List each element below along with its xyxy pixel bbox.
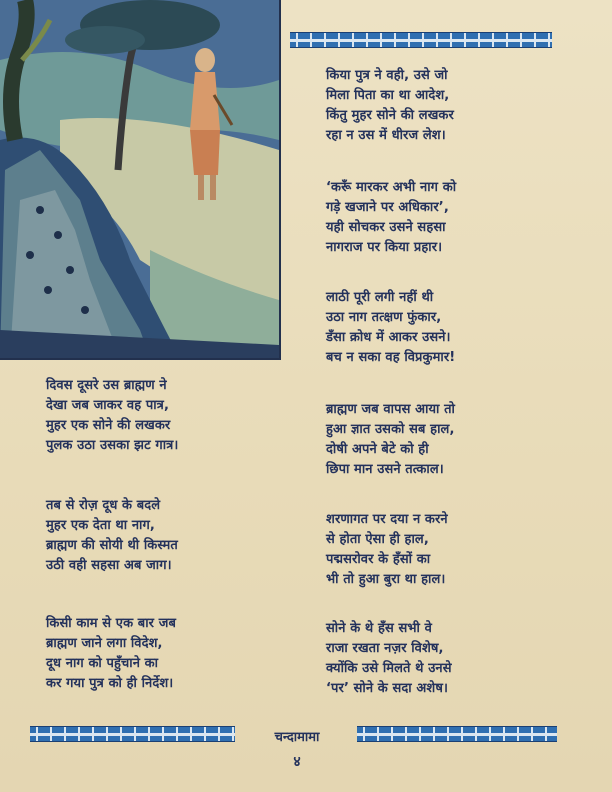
poem-stanza-right-1 [326, 66, 454, 146]
poem-line: सोने के थे हँस सभी वे [326, 621, 432, 636]
poem-line: ब्राह्मण की सोयी थी किस्मत [46, 538, 178, 553]
poem-stanza-right-4 [326, 400, 455, 480]
poem-stanza-right-5 [326, 510, 448, 590]
poem-line: कर गया पुत्र को ही निर्देश। [46, 676, 174, 691]
poem-stanza-right-3 [326, 288, 455, 368]
poem-line: हुआ ज्ञात उसको सब हाल, [326, 422, 455, 437]
poem-line: छिपा मान उसने तत्काल। [326, 462, 444, 477]
poem-line: ‘करूँ मारकर अभी नाग को [326, 180, 457, 195]
poem-line: किंतु मुहर सोने की लखकर [326, 108, 454, 123]
poem-line: ‘पर’ सोने के सदा अशेष। [326, 681, 449, 696]
decorative-border-top [290, 32, 552, 48]
poem-line: लाठी पूरी लगी नहीं थी [326, 290, 434, 305]
poem-line: भी तो हुआ बुरा था हाल। [326, 572, 446, 587]
poem-line: दूध नाग को पहुँचाने का [46, 656, 159, 671]
poem-line: मुहर एक सोने की लखकर [46, 418, 171, 433]
poem-line: मुहर एक देता था नाग, [46, 518, 155, 533]
poem-line: राजा रखता नज़र विशेष, [326, 641, 444, 656]
poem-line: से होता ऐसा ही हाल, [326, 532, 429, 547]
poem-line: डँसा क्रोध में आकर उसने। [326, 330, 451, 345]
poem-line: शरणागत पर दया न करने [326, 512, 448, 527]
poem-stanza-right-2 [326, 178, 456, 258]
poem-line: दोषी अपने बेटे को ही [326, 442, 429, 457]
poem-line: नागराज पर किया प्रहार। [326, 240, 443, 255]
poem-line: पद्मसरोवर के हँसों का [326, 552, 431, 567]
poem-line: देखा जब जाकर वह पात्र, [46, 398, 169, 413]
poem-line: तब से रोज़ दूध के बदले [46, 498, 161, 513]
illustration-art [0, 0, 279, 358]
poem-line: रहा न उस में धीरज लेश। [326, 128, 446, 143]
poem-line: किसी काम से एक बार जब [46, 616, 176, 631]
poem-stanza-left-1 [46, 376, 178, 456]
poem-stanza-right-6 [326, 619, 452, 699]
poem-stanza-left-3 [46, 614, 176, 694]
poem-line: मिला पिता का था आदेश, [326, 88, 450, 103]
poem-line: दिवस दूसरे उस ब्राह्मण ने [46, 378, 167, 393]
poem-line: उठा नाग तत्क्षण फुंकार, [326, 310, 442, 325]
poem-stanza-left-2 [46, 496, 178, 576]
decorative-border-bottom-right [357, 726, 557, 742]
poem-line: गड़े खजाने पर अधिकार’, [326, 200, 449, 215]
page-number: ४ [293, 754, 301, 770]
poem-line: उठी वही सहसा अब जाग। [46, 558, 172, 573]
poem-line: पुलक उठा उसका झट गात्र। [46, 438, 179, 453]
story-illustration [0, 0, 281, 360]
decorative-border-bottom-left [30, 726, 235, 742]
poem-line: क्योंकि उसे मिलते थे उनसे [326, 661, 452, 676]
magazine-name: चन्दामामा [274, 730, 320, 745]
poem-line: ब्राह्मण जब वापस आया तो [326, 402, 456, 417]
poem-line: बच न सका वह विप्रकुमार! [326, 350, 456, 365]
poem-line: किया पुत्र ने वही, उसे जो [326, 68, 448, 83]
poem-line: यही सोचकर उसने सहसा [326, 220, 446, 235]
poem-line: ब्राह्मण जाने लगा विदेश, [46, 636, 163, 651]
